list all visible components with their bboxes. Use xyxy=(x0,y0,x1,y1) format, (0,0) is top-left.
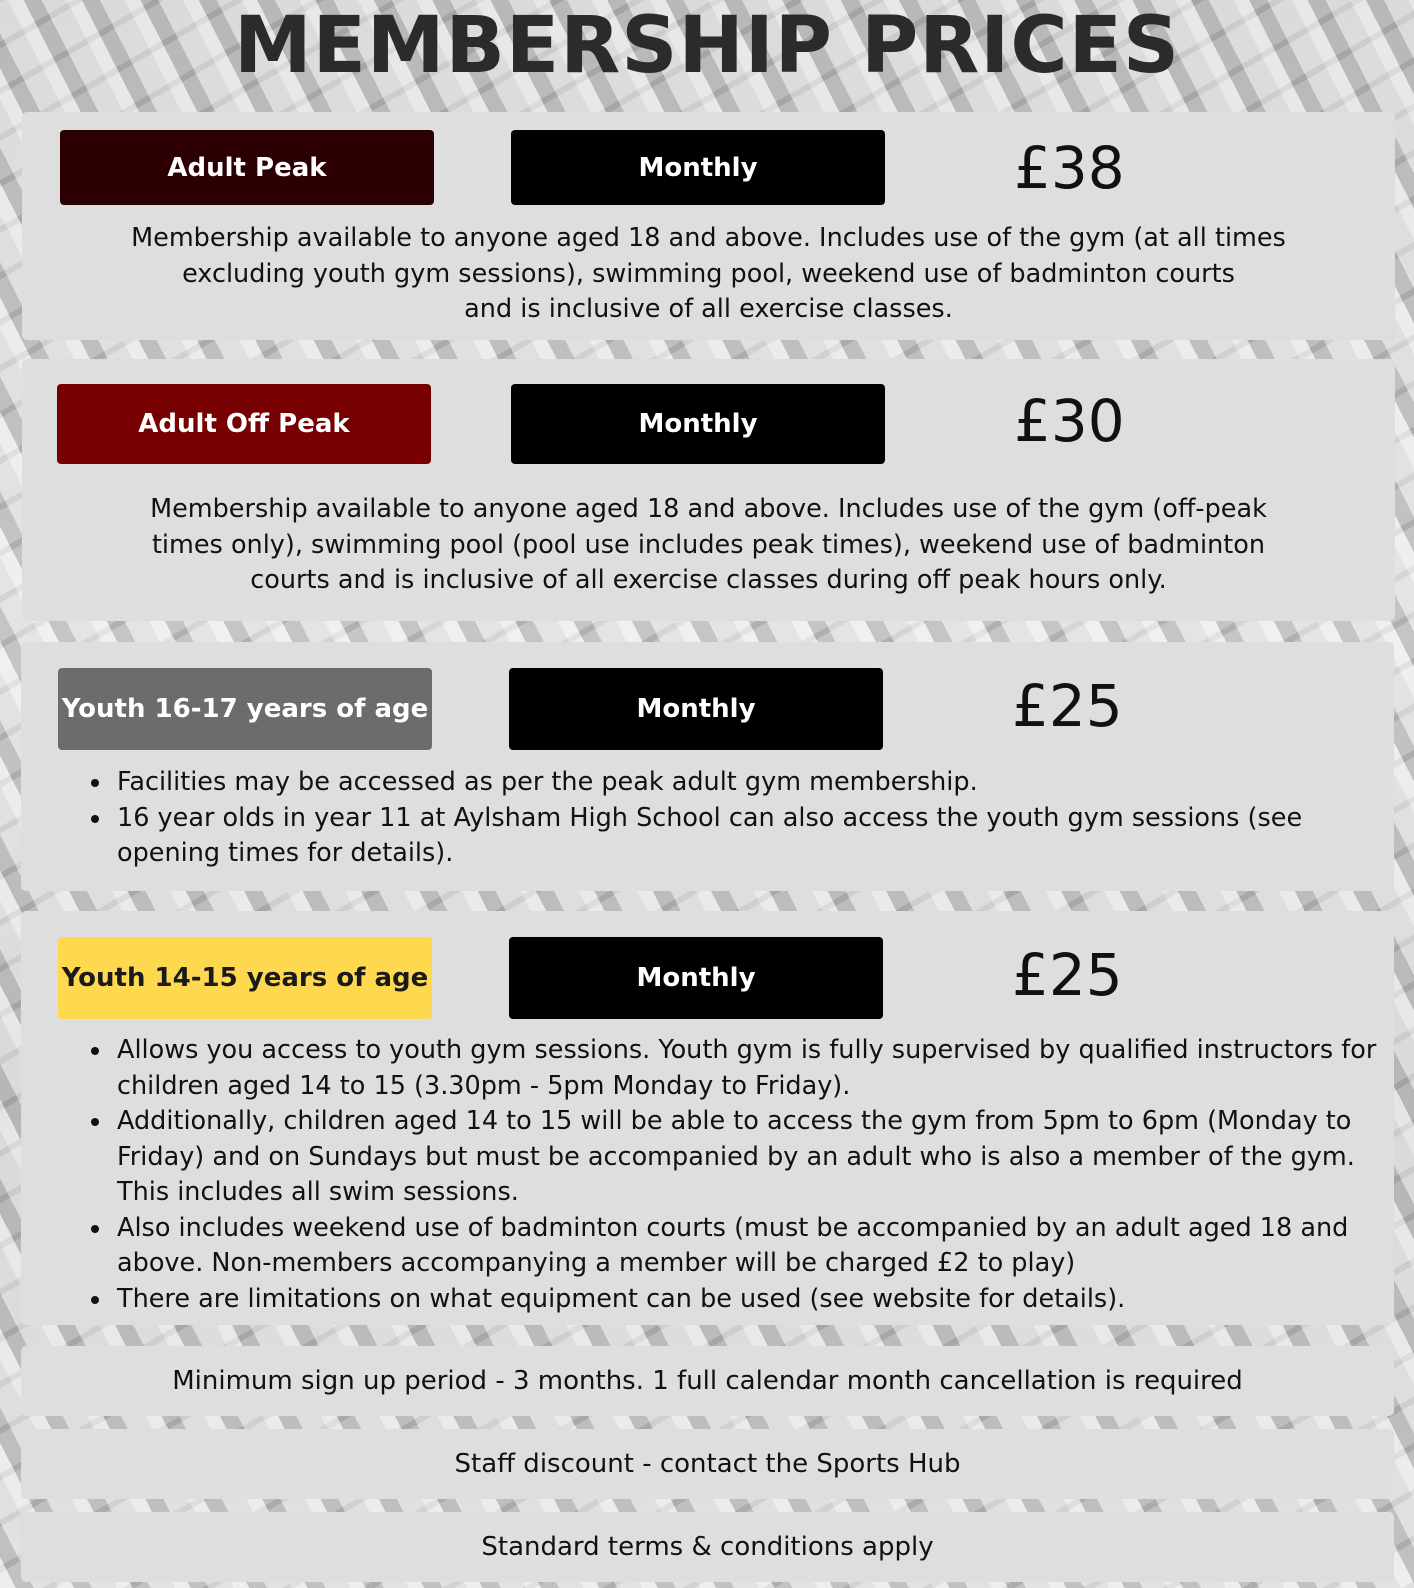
membership-price: £38 xyxy=(1014,134,1125,202)
list-item: • Facilities may be accessed as per the peak adult gym membership. xyxy=(113,765,1384,801)
minimum-sign-up-note: Minimum sign up period - 3 months. 1 full calendar month cancellation is required xyxy=(21,1346,1394,1416)
membership-card-youth-14-15 xyxy=(21,911,1394,1325)
staff-discount-note: Staff discount - contact the Sports Hub xyxy=(21,1429,1394,1499)
billing-period-badge: Monthly xyxy=(511,130,885,205)
membership-description xyxy=(22,492,1395,599)
membership-price: £30 xyxy=(1014,387,1125,455)
description-line: times only), swimming pool (pool use includes peak times), weekend use of badminton xyxy=(151,529,1266,560)
membership-name-badge: Adult Off Peak xyxy=(57,384,431,464)
membership-card-adult-off-peak xyxy=(22,359,1395,621)
list-item: • There are limitations on what equipment can be used (see website for details). xyxy=(113,1282,1384,1318)
membership-benefits-list xyxy=(21,765,1394,872)
list-item: • Also includes weekend use of badminton courts (must be accompanied by an adult aged 18 and above. Non-members accompanying a member will be charged £2 to play) xyxy=(113,1211,1384,1282)
billing-period-badge: Monthly xyxy=(511,384,885,464)
membership-price: £25 xyxy=(1012,672,1123,740)
description-line: Membership available to anyone aged 18 and above. Includes use of the gym (at all times xyxy=(131,223,1286,253)
list-item: • Allows you access to youth gym sessions. Youth gym is fully supervised by qualified instructors for children aged 14 to 15 (3.30pm - 5pm Monday to Friday). xyxy=(113,1033,1384,1104)
description-line: excluding youth gym sessions), swimming pool, weekend use of badminton courts xyxy=(182,258,1235,289)
membership-price: £25 xyxy=(1012,941,1123,1009)
membership-benefits-list xyxy=(21,1033,1394,1317)
membership-card-youth-16-17 xyxy=(21,642,1394,891)
page-title: MEMBERSHIP PRICES xyxy=(233,1,1181,91)
terms-conditions-note: Standard terms & conditions apply xyxy=(21,1512,1394,1582)
membership-name-badge: Adult Peak xyxy=(60,130,434,205)
membership-name-badge: Youth 16-17 years of age xyxy=(58,668,432,750)
billing-period-badge: Monthly xyxy=(509,937,883,1019)
description-line: courts and is inclusive of all exercise classes during off peak hours only. xyxy=(250,565,1167,595)
list-item: • Additionally, children aged 14 to 15 will be able to access the gym from 5pm to 6pm (Monday to Friday) and on Sundays but must be accompanied by an adult who is also a member of the gym. This includes all swim sessions. xyxy=(113,1104,1384,1211)
billing-period-badge: Monthly xyxy=(509,668,883,750)
membership-description xyxy=(22,221,1395,328)
membership-card-adult-peak xyxy=(22,112,1395,340)
description-line: and is inclusive of all exercise classes. xyxy=(464,294,953,324)
list-item: • 16 year olds in year 11 at Aylsham High School can also access the youth gym sessions (see opening times for details). xyxy=(113,801,1384,872)
description-line: Membership available to anyone aged 18 and above. Includes use of the gym (off-peak xyxy=(150,494,1267,524)
membership-name-badge: Youth 14-15 years of age xyxy=(58,937,432,1019)
